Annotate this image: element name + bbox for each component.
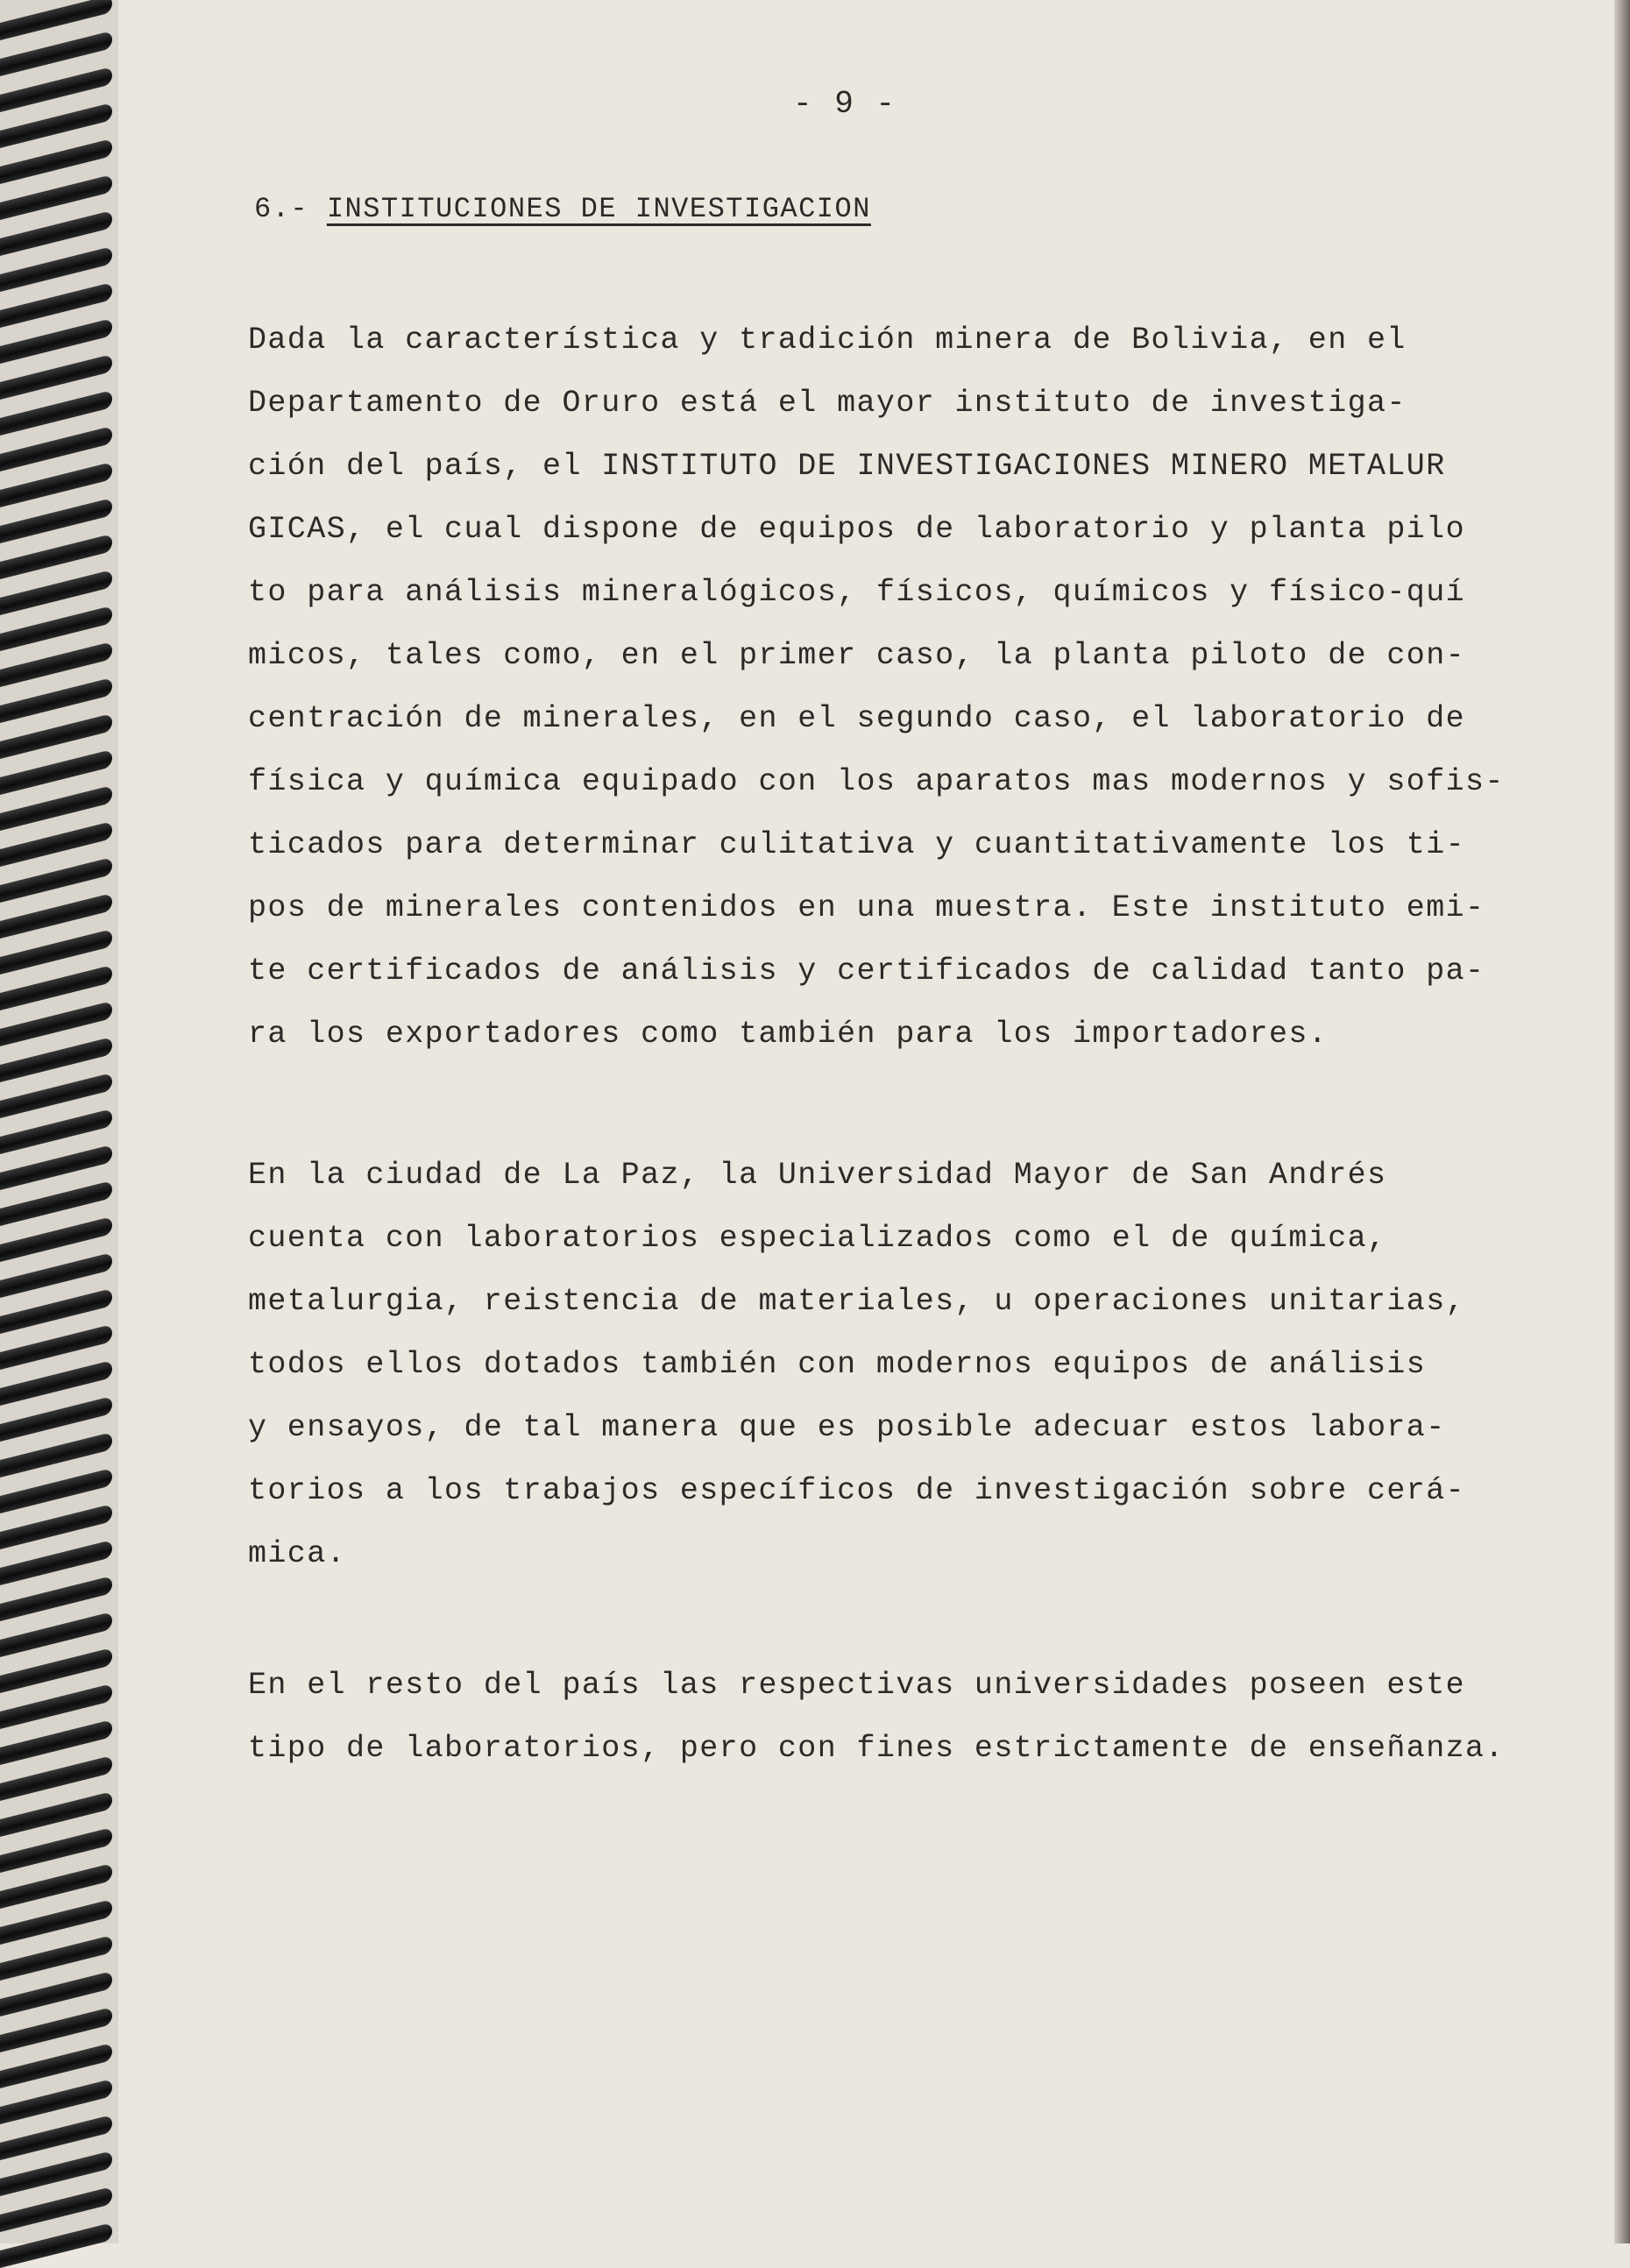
binding-coil	[0, 606, 112, 651]
binding-coil	[0, 1145, 112, 1190]
binding-coil	[0, 534, 112, 579]
binding-coil	[0, 570, 112, 615]
section-title: INSTITUCIONES DE INVESTIGACION	[326, 193, 871, 225]
binding-coil	[0, 1324, 112, 1370]
page-number: - 9 -	[793, 86, 897, 122]
text-line: Departamento de Oruro está el mayor instituto de investiga-	[248, 386, 1407, 421]
text-line: torios a los trabajos específicos de investigación sobre cerá-	[248, 1473, 1466, 1508]
binding-coil	[0, 641, 112, 687]
text-line: física y química equipado con los aparatos mas modernos y sofis-	[248, 764, 1505, 799]
binding-coil	[0, 2115, 112, 2160]
text-line: pos de minerales contenidos en una muestra. Este instituto emi-	[248, 890, 1485, 925]
binding-coil	[0, 857, 112, 903]
text-line: todos ellos dotados también con modernos equipos de análisis	[248, 1347, 1427, 1382]
section-heading	[254, 193, 871, 225]
binding-coil	[0, 1935, 112, 1981]
binding-coil	[0, 426, 112, 471]
text-line: GICAS, el cual dispone de equipos de laboratorio y planta pilo	[248, 512, 1466, 547]
binding-coil	[0, 1863, 112, 1909]
binding-coil	[0, 1432, 112, 1478]
binding-coil	[0, 929, 112, 975]
binding-coil	[0, 1791, 112, 1837]
binding-coil	[0, 1037, 112, 1082]
binding-coil	[0, 1396, 112, 1442]
binding-coil	[0, 785, 112, 831]
page-edge	[1614, 0, 1630, 2243]
binding-coil	[0, 749, 112, 795]
binding-coil	[0, 1648, 112, 1693]
binding-coil	[0, 318, 112, 364]
binding-coil	[0, 103, 112, 148]
text-line: centración de minerales, en el segundo caso, el laboratorio de	[248, 701, 1466, 736]
text-line: y ensayos, de tal manera que es posible adecuar estos labora-	[248, 1410, 1446, 1445]
binding-coil	[0, 1719, 112, 1765]
binding-coil	[0, 1288, 112, 1334]
section-number: 6.-	[254, 193, 309, 225]
text-line: to para análisis mineralógicos, físicos, químicos y físico-quí	[248, 575, 1466, 610]
binding-coil	[0, 67, 112, 112]
text-line: micos, tales como, en el primer caso, la planta piloto de con-	[248, 638, 1466, 673]
text-line: metalurgia, reistencia de materiales, u operaciones unitarias,	[248, 1284, 1466, 1319]
binding-coil	[0, 138, 112, 184]
binding-coil	[0, 1899, 112, 1945]
binding-coil	[0, 1504, 112, 1549]
binding-coil	[0, 210, 112, 256]
text-line: ticados para determinar culitativa y cuantitativamente los ti-	[248, 827, 1466, 862]
binding-coil	[0, 1612, 112, 1657]
binding-coil	[0, 821, 112, 867]
paragraph-resto-del-pais	[248, 1654, 1505, 1780]
binding-coil	[0, 31, 112, 76]
binding-coil	[0, 2079, 112, 2124]
text-line: En la ciudad de La Paz, la Universidad Mayor de San Andrés	[248, 1158, 1387, 1193]
paragraph-oruro	[248, 308, 1505, 1066]
text-line: ra los exportadores como también para los importadores.	[248, 1017, 1329, 1052]
text-line: ción del país, el INSTITUTO DE INVESTIGACIONES MINERO METALUR	[248, 449, 1446, 484]
binding-coil	[0, 390, 112, 436]
binding-coil	[0, 2043, 112, 2088]
text-line: mica.	[248, 1536, 347, 1571]
binding-coil	[0, 1827, 112, 1873]
spiral-binding	[0, 0, 118, 2243]
text-line: cuenta con laboratorios especializados como el de química,	[248, 1221, 1387, 1256]
binding-coil	[0, 354, 112, 400]
binding-coil	[0, 2007, 112, 2052]
binding-coil	[0, 498, 112, 543]
paragraph-la-paz	[248, 1144, 1465, 1585]
binding-coil	[0, 246, 112, 292]
binding-coil	[0, 893, 112, 939]
binding-coil	[0, 462, 112, 507]
binding-coil	[0, 1360, 112, 1406]
binding-coil	[0, 1180, 112, 1226]
binding-coil	[0, 174, 112, 220]
binding-coil	[0, 2222, 112, 2268]
binding-coil	[0, 2151, 112, 2196]
binding-coil	[0, 2186, 112, 2232]
text-line: Dada la característica y tradición minera de Bolivia, en el	[248, 322, 1407, 358]
binding-coil	[0, 1971, 112, 2016]
binding-coil	[0, 1252, 112, 1298]
binding-coil	[0, 1540, 112, 1585]
binding-coil	[0, 1216, 112, 1262]
binding-coil	[0, 1109, 112, 1154]
binding-coil	[0, 1755, 112, 1801]
text-line: En el resto del país las respectivas universidades poseen este	[248, 1668, 1466, 1703]
binding-coil	[0, 713, 112, 759]
text-line: te certificados de análisis y certificados de calidad tanto pa-	[248, 953, 1485, 989]
binding-coil	[0, 1001, 112, 1046]
binding-coil	[0, 1468, 112, 1513]
binding-coil	[0, 282, 112, 328]
text-line: tipo de laboratorios, pero con fines estrictamente de enseñanza.	[248, 1731, 1505, 1766]
binding-coil	[0, 1576, 112, 1621]
binding-coil	[0, 1073, 112, 1118]
binding-coil	[0, 677, 112, 723]
binding-coil	[0, 1683, 112, 1729]
binding-coil	[0, 965, 112, 1010]
